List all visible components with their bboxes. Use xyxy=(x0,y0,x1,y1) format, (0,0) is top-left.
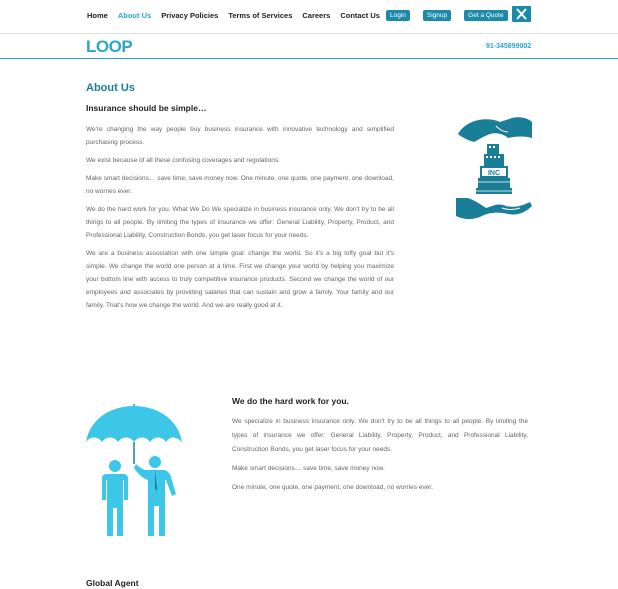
get-quote-button[interactable]: Get a Quote xyxy=(464,10,507,21)
hard-work-paragraph: Make smart decisions… save time, save money now. xyxy=(232,465,385,472)
hard-work-text xyxy=(232,415,528,500)
umbrella-people-illustration xyxy=(84,404,184,545)
about-paragraph: We are a business association with one simple goal: change the world. So it's a big lofty goal but it's simple. We change the world one person at a time. First we change your world by helping you maximize your bottom line with access to truly competitive insurance products. Second we change the world of our employees and associates by providing salaries that can sustain and grow a family. Your family and our family. That's how we change the world. And we are really good at it. xyxy=(86,250,394,309)
about-us-text xyxy=(86,123,394,317)
about-paragraph: We exist because of all these confusing coverages and regulations. xyxy=(86,157,280,164)
nav-links xyxy=(87,11,390,20)
login-button[interactable]: Login xyxy=(386,10,410,21)
about-us-subtitle: Insurance should be simple… xyxy=(86,103,207,113)
global-agent-title: Global Agent xyxy=(86,578,139,588)
nav-privacy-policies[interactable]: Privacy Policies xyxy=(161,11,219,20)
nav-contact-us[interactable]: Contact Us xyxy=(340,11,380,20)
about-paragraph: We do the hard work for you. What We Do We specialize in business insurance only. We don't try to be all things to all people. By limiting the types of insurance we offer: General Liability, Property, Product, and Professional Liability, Construction Bonds, you get laser focus for your needs. xyxy=(86,206,394,239)
close-button[interactable] xyxy=(512,6,531,22)
about-paragraph: We're changing the way people buy business insurance with innovative technology and simplified purchasing process. xyxy=(86,126,394,146)
about-us-title: About Us xyxy=(86,82,135,94)
brand-bar xyxy=(0,35,618,59)
close-icon xyxy=(512,6,531,22)
nav-about-us[interactable]: About Us xyxy=(117,11,152,20)
hands-building-illustration xyxy=(456,112,534,229)
hard-work-paragraph: One minute, one quote, one payment, one download, no worries ever. xyxy=(232,484,433,491)
nav-home[interactable]: Home xyxy=(87,11,108,20)
signup-button[interactable]: Signup xyxy=(423,10,451,21)
nav-terms-of-services[interactable]: Terms of Services xyxy=(228,11,293,20)
inc-label: INC xyxy=(487,170,501,177)
about-paragraph: Make smart decisions… save time, save money now. One minute, one quote, one payment, one download, no worries ever. xyxy=(86,175,394,195)
hard-work-paragraph: We specialize in business insurance only. We don't try to be all things to all people. By limiting the types of insurance we offer: General Liability, Property, Product, and Professional Liability, Construction Bonds, you get laser focus for your needs. xyxy=(232,418,528,453)
auth-buttons xyxy=(386,10,521,21)
phone-number[interactable]: 91-345899002 xyxy=(486,43,532,50)
site-logo[interactable]: LOOP xyxy=(86,37,133,56)
top-navigation xyxy=(0,0,618,34)
nav-careers[interactable]: Careers xyxy=(302,11,331,20)
hard-work-title: We do the hard work for you. xyxy=(232,396,349,406)
